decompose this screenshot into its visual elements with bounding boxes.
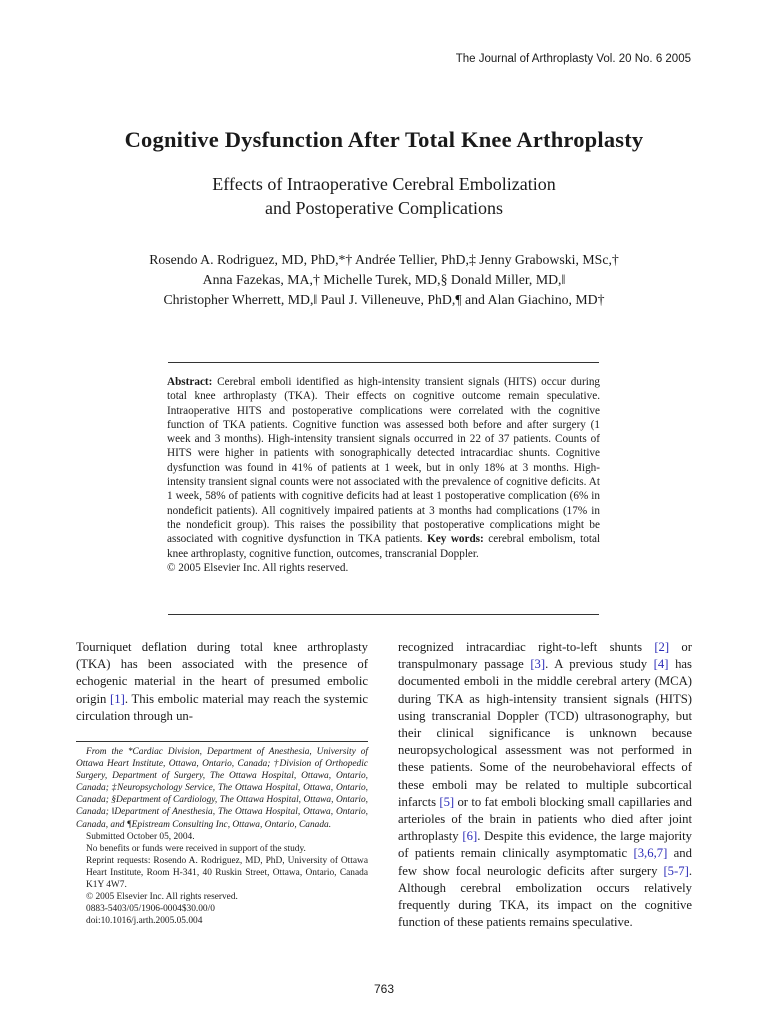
body-column-left [76,639,368,725]
body-text: . Although cerebral embolization occurs relatively frequently during TKA, its impact on the cognitive function of these patients remains speculative. [398,863,692,930]
subtitle-line: and Postoperative Complications [265,198,503,218]
abstract-label: Abstract: [167,376,213,388]
abstract-text: Cerebral emboli identified as high-intensity transient signals (HITS) occur during total knee arthroplasty (TKA). Their effects on cognitive outcome remain speculative. Intraoperative HITS and postoperative complications were correlated with the cognitive function of TKA patients. Cognitive function was assessed both before and after surgery (1 week and 3 months). High-intensity transient signals occurred in 22 of 37 patients. Counts of HITS were higher in patients with sonographically detected intracardiac shunts. Cognitive dysfunction was found in 41% of patients at 1 week, but in only 18% at 3 months. High-intensity transient signal counts were not associated with the prevalence of cognitive deficits. At 1 week, 58% of patients with cognitive deficits had at least 1 postoperative complication (6% in nondeficit patients). All cognitively impaired patients at 3 months had complications (17% in the nondeficit group). This raises the possibility that postoperative complications might be associated with cognitive dysfunction in TKA patients. [167,376,601,546]
citation-link[interactable]: [3,6,7] [633,846,668,861]
footnote-rule [76,741,368,742]
submitted-date: Submitted October 05, 2004. [86,831,195,842]
journal-header: The Journal of Arthroplasty Vol. 20 No. 6 2005 [455,53,691,65]
keywords-label: Key words: [427,533,484,546]
abstract-block [167,375,600,575]
citation-link[interactable]: [4] [653,657,669,672]
citation-link[interactable]: [2] [654,640,670,654]
body-text: Tourniquet deflation during total knee arthroplasty (TKA) has been associated with the presence of echogenic material in the heart of presumed embolic origin [76,640,368,706]
article-title: Cognitive Dysfunction After Total Knee Arthroplasty [124,127,644,152]
citation-link[interactable]: [3] [530,657,546,672]
issn: 0883-5403/05/1906-0004$30.00/0 [86,904,215,915]
page-number: 763 [373,982,395,996]
body-text: . A previous study [545,657,654,672]
body-text: . This embolic material may reach the systemic circulation through un- [76,691,368,723]
reprint-requests: Reprint requests: Rosendo A. Rodriguez, MD, PhD, University of Ottawa Heart Institute, Room H-341, 40 Ruskin Street, Ottawa, Ontario, Canada K1Y 4W7. [86,855,368,891]
body-text: . Despite this evidence, the large majority of patients remain clinically asymptomatic [398,829,692,861]
affiliations-footnote: From the *Cardiac Division, Department of Anesthesia, University of Ottawa Heart Institute, Ottawa, Ontario, Canada; †Division of Orthopedic Surgery, Department of Surgery, The Ottawa Hospital, Ottawa, Ontario, Canada; ‡Neuropsychology Service, The Ottawa Hospital, Ottawa, Ontario, Canada; §Department of Cardiology, The Ottawa Hospital, Ottawa, Ontario, Canada; ‖Department of Anesthesia, The Ottawa Hospital, Ottawa, Ontario, Canada, and ¶Epistream Consulting Inc, Ottawa, Ontario, Canada. [76,747,368,830]
citation-link[interactable]: [5-7] [663,863,689,878]
article-subtitle [0,172,768,220]
author-line: Anna Fazekas, MA,† Michelle Turek, MD,§ Donald Miller, MD,‖ [202,272,566,287]
footnotes-block [76,746,368,927]
body-text: or transpulmonary passage [398,640,692,672]
author-line: Christopher Wherrett, MD,‖ Paul J. Villeneuve, PhD,¶ and Alan Giachino, MD† [163,292,605,307]
funding-statement: No benefits or funds were received in support of the study. [86,843,306,854]
citation-link[interactable]: [6] [462,829,478,844]
subtitle-line: Effects of Intraoperative Cerebral Embolization [212,174,556,194]
body-column-right [398,639,692,931]
body-text: and few show focal neurologic deficits after surgery [398,846,692,878]
keywords-text: cerebral embolism, total knee arthroplasty, cognitive function, outcomes, transcranial Doppler. [167,533,601,560]
citation-link[interactable]: [5] [439,794,455,809]
author-list [60,250,708,310]
abstract-copyright: © 2005 Elsevier Inc. All rights reserved. [167,561,349,574]
footnote-copyright: © 2005 Elsevier Inc. All rights reserved. [86,892,238,903]
abstract-top-rule [168,362,599,363]
citation-link[interactable]: [1] [110,691,125,706]
body-text: recognized intracardiac right-to-left shunts [398,640,655,654]
body-text: or to fat emboli blocking small capillaries and arterioles of the brain in patients who died after joint arthroplasty [398,794,692,844]
author-line: Rosendo A. Rodriguez, MD, PhD,*† Andrée Tellier, PhD,‡ Jenny Grabowski, MSc,† [149,252,619,267]
body-text: has documented emboli in the middle cerebral artery (MCA) during TKA as high-intensity transient signals (HITS) using transcranial Doppler (TCD) ultrasonography, but their clinical significance is unknown because neuropsychological assessment was not performed in these patients. Some of the neurobehavioral effects of these emboli may be related to multiple subcortical infarcts [398,657,692,809]
doi[interactable]: doi:10.1016/j.arth.2005.05.004 [86,916,203,927]
abstract-bottom-rule [168,614,599,615]
